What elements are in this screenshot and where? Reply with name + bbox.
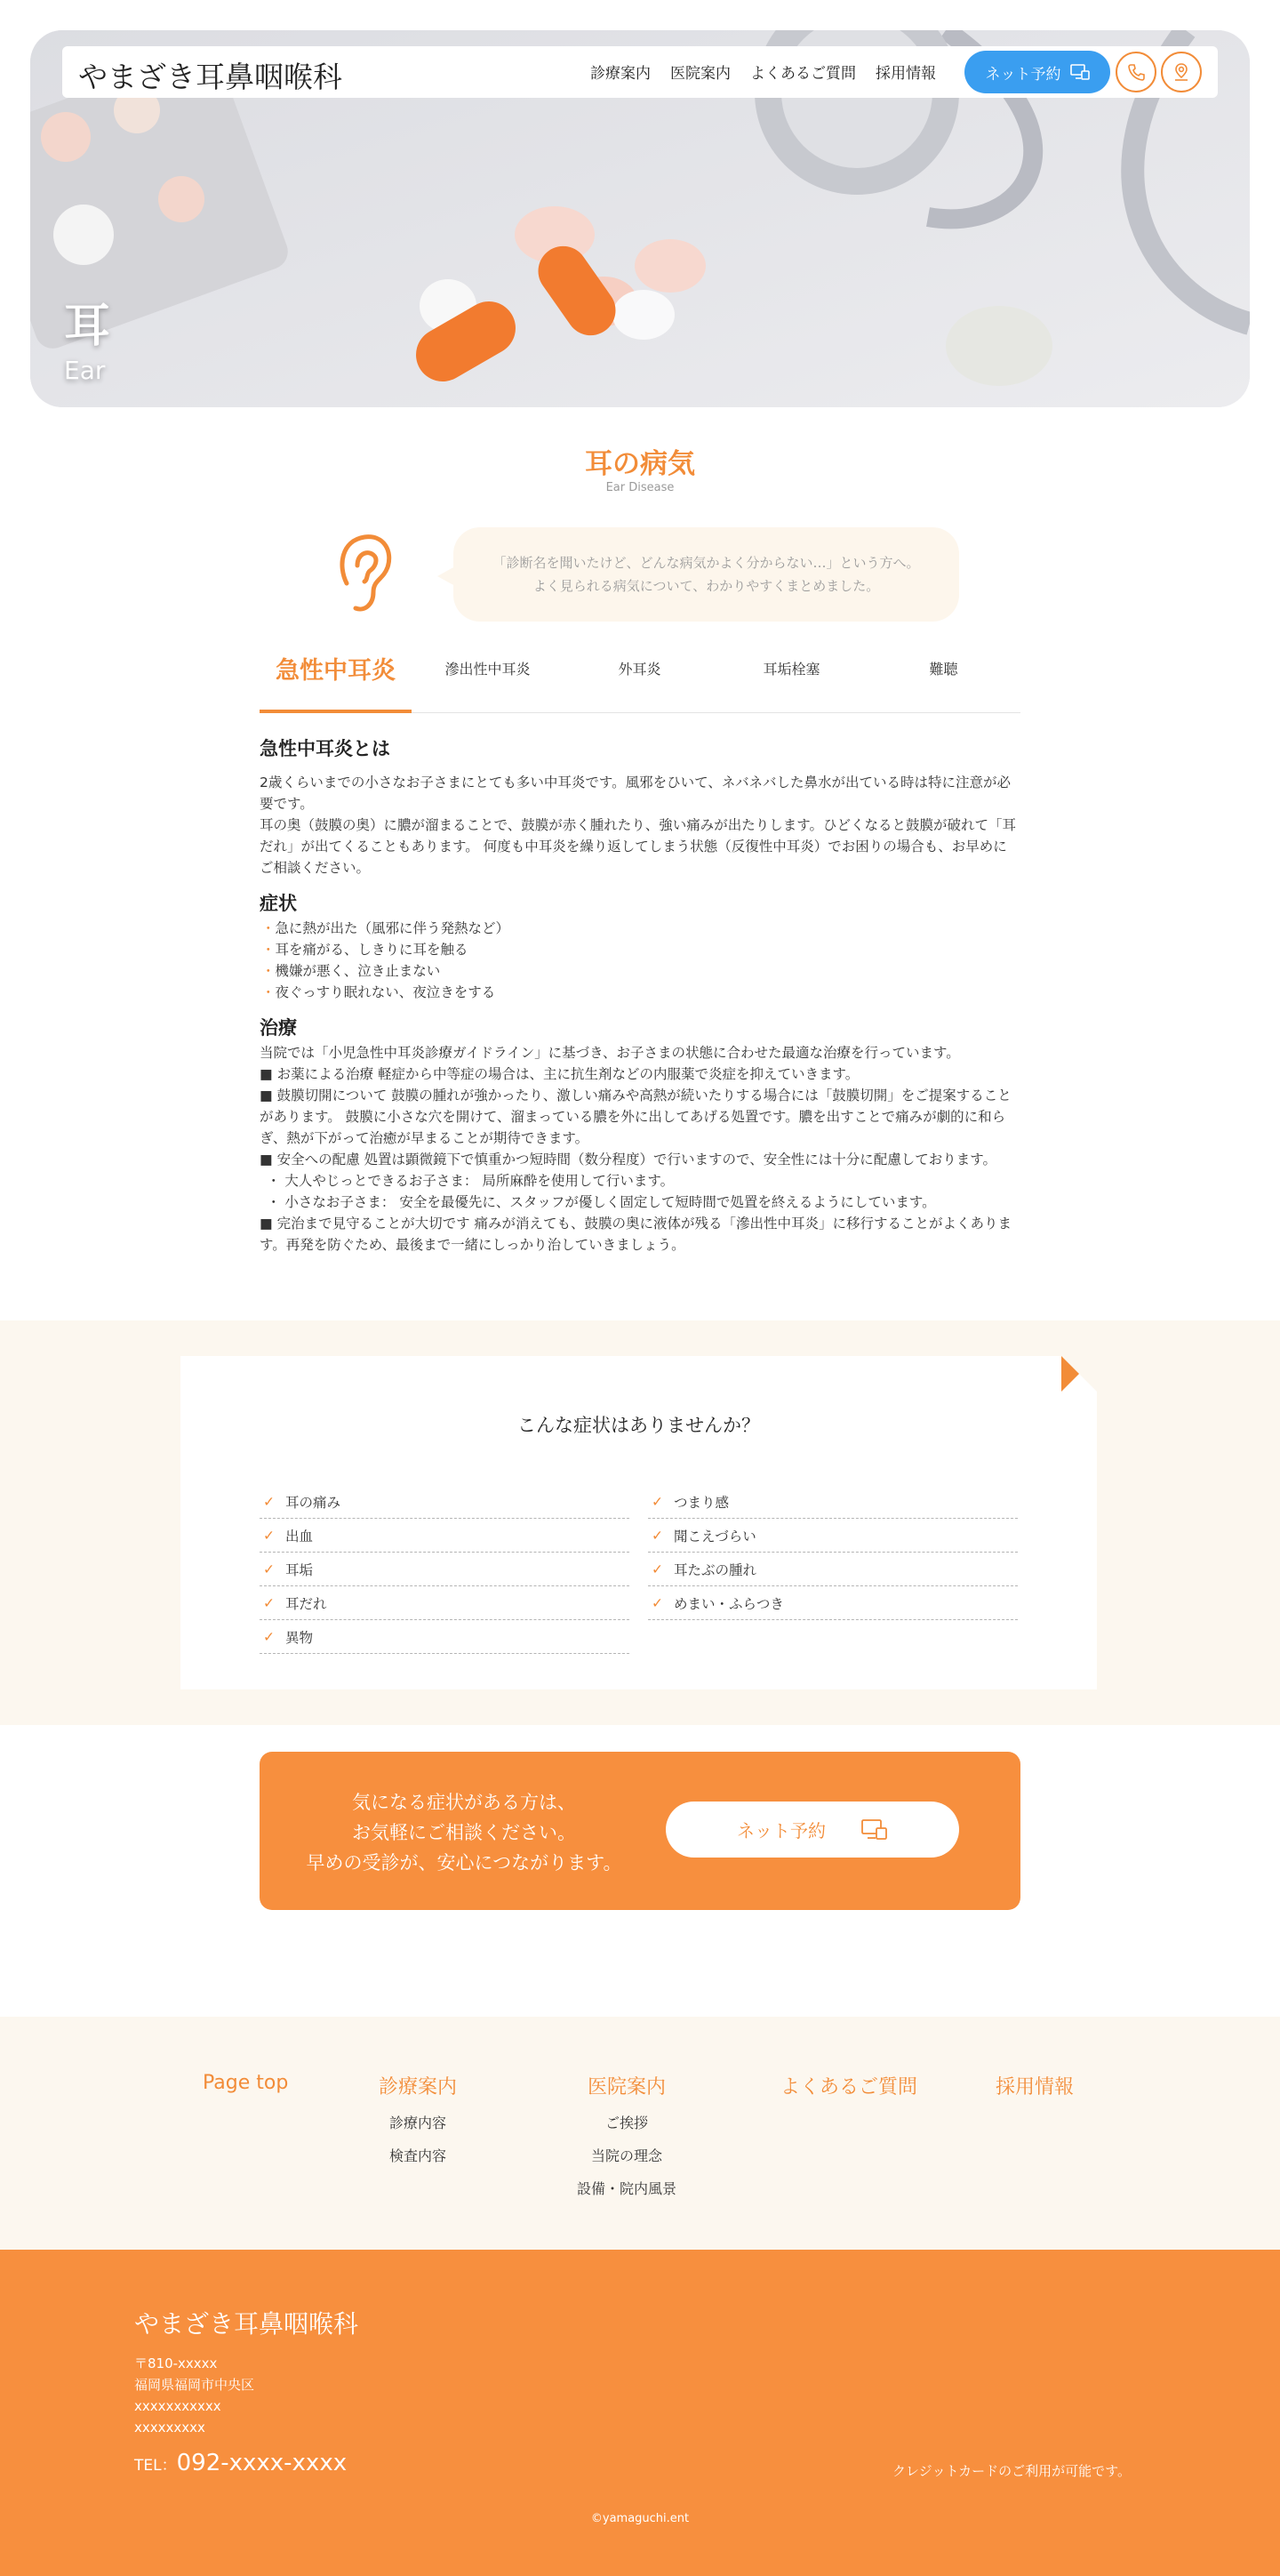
check-icon: ✓ xyxy=(652,1594,663,1611)
cta-reserve-label: ネット予約 xyxy=(737,1820,826,1842)
content-heading: 急性中耳炎とは xyxy=(260,738,390,759)
list-item: ・機嫌が悪く、泣き止まない xyxy=(261,963,441,979)
treatment-paragraph: ■ 安全への配慮 処置は顕微鏡下で慎重かつ短時間（数分程度）で行いますので、安全性には十分に配慮しております。 xyxy=(260,1152,996,1168)
section-title: 耳の病気 xyxy=(585,448,695,480)
monitor-calendar-icon xyxy=(1070,63,1090,81)
treatment-heading: 治療 xyxy=(260,1017,297,1039)
check-item: ✓ つまり感 xyxy=(648,1485,1018,1519)
hero-subtitle: Ear xyxy=(64,356,106,385)
tel-label: TEL： xyxy=(134,2457,177,2475)
check-icon: ✓ xyxy=(652,1493,663,1510)
nav-item-services[interactable]: 診療案内 xyxy=(590,65,651,83)
footer-nav-recruit[interactable]: 採用情報 xyxy=(996,2076,1075,2099)
ear-icon xyxy=(329,530,400,619)
footer-nav-faq[interactable]: よくあるご質問 xyxy=(780,2076,918,2099)
footer-nav-clinic[interactable]: 医院案内 xyxy=(588,2076,667,2099)
phone-button[interactable] xyxy=(1116,52,1156,92)
tab-otitis-externa[interactable]: 外耳炎 xyxy=(618,661,661,678)
credit-card-note: クレジットカードのご利用が可能です。 xyxy=(892,2463,1131,2479)
section-subtitle: Ear Disease xyxy=(605,481,675,494)
phone-icon xyxy=(1127,63,1145,81)
tab-earwax-impaction[interactable]: 耳垢栓塞 xyxy=(763,661,820,678)
cta-text xyxy=(295,1787,633,1878)
footer-link[interactable]: 設備・院内風景 xyxy=(577,2180,677,2197)
copyright: ©yamaguchi.ent xyxy=(590,2512,690,2525)
footer-link[interactable]: 当院の理念 xyxy=(591,2147,663,2164)
symptoms-list xyxy=(260,918,1020,1003)
check-item: ✓ 耳たぶの腫れ xyxy=(648,1553,1018,1586)
page-top-link[interactable]: Page top xyxy=(203,2072,289,2094)
footer-nav-services[interactable]: 診療案内 xyxy=(379,2076,458,2099)
symptom-check-card xyxy=(180,1356,1097,1689)
footer-link[interactable]: 診療内容 xyxy=(389,2115,447,2131)
footer-address xyxy=(134,2353,254,2438)
check-item: ✓ 耳の痛み xyxy=(260,1485,629,1519)
bubble-line-2: よく見られる病気について、わかりやすくまとめました。 xyxy=(532,578,880,594)
location-pin-icon xyxy=(1172,62,1190,82)
footer-tel[interactable] xyxy=(134,2450,347,2476)
check-item: ✓ めまい・ふらつき xyxy=(648,1586,1018,1620)
checklist-title: こんな症状はありませんか？ xyxy=(517,1415,760,1436)
footer-nav xyxy=(0,2017,1280,2250)
monitor-calendar-icon xyxy=(861,1818,888,1842)
treatment-paragraph: ・ 小さなお子さま： 安全を最優先に、スタッフが優しく固定して短時間で処置を終えるようにしています。 xyxy=(267,1194,936,1210)
footer-address-line: 福岡県福岡市中央区 xyxy=(134,2377,255,2393)
list-item: ・夜ぐっすり眠れない、夜泣きをする xyxy=(261,984,496,1000)
site-footer xyxy=(0,2250,1280,2576)
footer-zip: 〒810-xxxxx xyxy=(134,2355,218,2371)
check-icon: ✓ xyxy=(263,1561,275,1577)
bubble-line-1: 「診断名を聞いたけど、どんな病気かよく分からない…」という方へ。 xyxy=(492,555,920,571)
main-nav xyxy=(590,60,936,83)
footer-address-line: xxxxxxxxx xyxy=(134,2420,205,2436)
check-item: ✓ 耳垢 xyxy=(260,1553,629,1586)
cta-line-3: 早めの受診が、安心につながります。 xyxy=(306,1852,622,1874)
check-icon: ✓ xyxy=(652,1561,663,1577)
symptoms-heading: 症状 xyxy=(260,893,297,914)
check-icon: ✓ xyxy=(263,1493,275,1510)
disease-tabs xyxy=(260,642,1020,713)
check-item: ✓ 出血 xyxy=(260,1519,629,1553)
tel-number: 092-xxxx-xxxx xyxy=(176,2450,348,2476)
hero-title: 耳 xyxy=(64,300,111,353)
treatment-paragraph: 当院では「小児急性中耳炎診療ガイドライン」に基づき、お子さまの状態に合わせた最適な治療を行っています。 xyxy=(260,1045,960,1061)
intro-paragraph-1: 2歳くらいまでの小さなお子さまにとても多い中耳炎です。風邪をひいて、ネバネバした鼻水が出ている時は特に注意が必要です。 xyxy=(260,774,1012,812)
disease-content xyxy=(260,738,1020,1256)
treatment-paragraph: ■ お薬による治療 軽症から中等症の場合は、主に抗生剤などの内服薬で炎症を抑えていきます。 xyxy=(260,1066,860,1082)
footer-logo: やまざき耳鼻咽喉科 xyxy=(134,2309,359,2339)
reserve-button[interactable] xyxy=(964,51,1110,93)
footer-link[interactable]: 検査内容 xyxy=(389,2147,447,2164)
treatment-paragraph: ■ 完治まで見守ることが大切です 痛みが消えても、鼓膜の奥に液体が残る「滲出性中耳炎」に移行することがよくあります。再発を防ぐため、最後まで一緒にしっかり治していきましょう。 xyxy=(260,1216,1012,1253)
tab-acute-otitis-media[interactable]: 急性中耳炎 xyxy=(260,642,412,713)
tab-otitis-media-effusion[interactable]: 滲出性中耳炎 xyxy=(444,661,531,678)
list-item: ・急に熱が出た（風邪に伴う発熱など） xyxy=(261,920,510,936)
treatment-paragraph: ・ 大人やじっとできるお子さま： 局所麻酔を使用して行います。 xyxy=(267,1173,675,1189)
check-item: ✓ 聞こえづらい xyxy=(648,1519,1018,1553)
access-button[interactable] xyxy=(1161,52,1202,92)
tab-hearing-loss[interactable]: 難聴 xyxy=(929,661,958,678)
check-icon: ✓ xyxy=(263,1628,275,1645)
check-item: ✓ 耳だれ xyxy=(260,1586,629,1620)
nav-item-faq[interactable]: よくあるご質問 xyxy=(750,65,856,83)
list-item: ・耳を痛がる、しきりに耳を触る xyxy=(261,942,468,958)
intro-paragraph-2: 耳の奥（鼓膜の奥）に膿が溜まることで、鼓膜が赤く腫れたり、強い痛みが出たりします。ひどくなると鼓膜が破れて「耳だれ」が出てくることもあります。 何度も中耳炎を繰り返してしまう状態（反復性中耳炎）でお困りの場合も、お早めにご相談ください。 xyxy=(260,817,1016,876)
footer-link[interactable]: ご挨拶 xyxy=(605,2115,649,2131)
cta-reserve-button[interactable] xyxy=(666,1802,959,1858)
check-item: ✓ 異物 xyxy=(260,1620,629,1654)
nav-item-clinic[interactable]: 医院案内 xyxy=(670,65,731,83)
cta-line-1: 気になる症状がある方は、 xyxy=(352,1792,576,1813)
speech-bubble xyxy=(453,527,959,622)
reserve-button-label: ネット予約 xyxy=(985,65,1061,84)
cta-line-2: お気軽にご相談ください。 xyxy=(352,1822,576,1843)
check-icon: ✓ xyxy=(263,1527,275,1544)
check-icon: ✓ xyxy=(652,1527,663,1544)
check-icon: ✓ xyxy=(263,1594,275,1611)
treatment-paragraph: ■ 鼓膜切開について 鼓膜の腫れが強かったり、激しい痛みや高熱が続いたりする場合には「鼓膜切開」をご提案することがあります。 鼓膜に小さな穴を開けて、溜まっている膿を外に出してあげる処置です。膿を出すことで痛みが劇的に和らぎ、熱が下がって治癒が早まることが期待できます。 xyxy=(260,1087,1012,1146)
footer-address-line: xxxxxxxxxxx xyxy=(134,2398,221,2414)
consultation-cta xyxy=(260,1752,1020,1910)
site-logo[interactable]: やまざき耳鼻咽喉科 xyxy=(78,60,342,94)
site-header xyxy=(62,46,1218,98)
nav-item-recruit[interactable]: 採用情報 xyxy=(876,65,936,83)
